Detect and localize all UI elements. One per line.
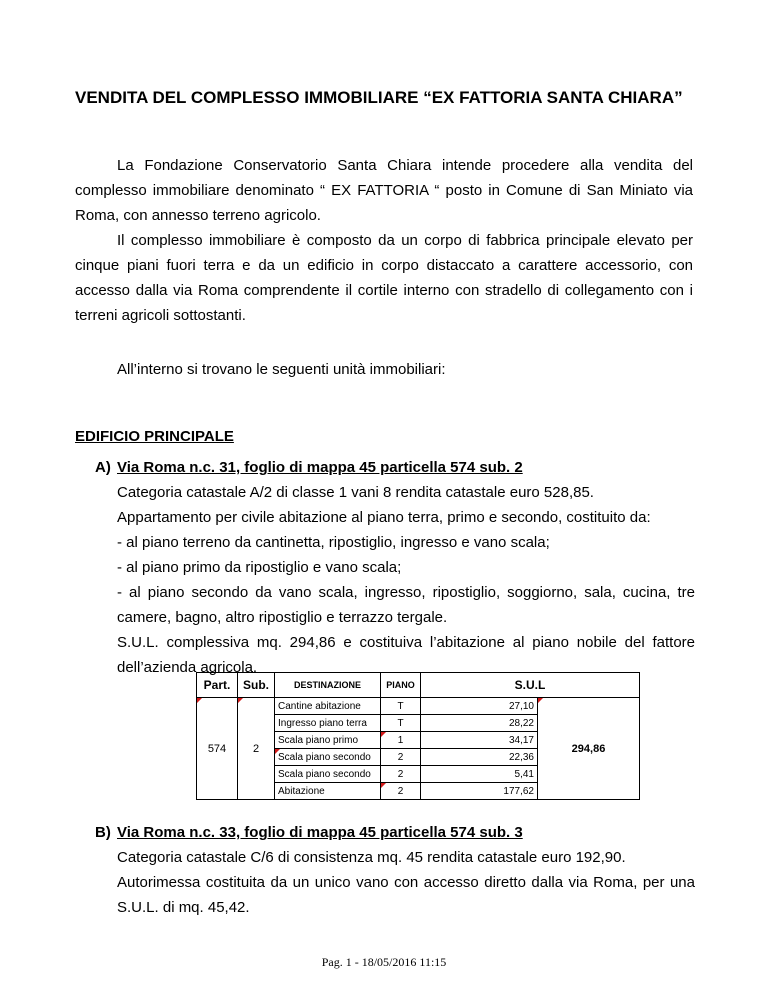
section-heading: EDIFICIO PRINCIPALE [75, 428, 234, 445]
header-sub: Sub. [238, 673, 275, 698]
item-b [95, 820, 695, 920]
sul-table [196, 672, 640, 800]
cell-dest: Ingresso piano terra [275, 715, 381, 732]
item-a-line-3: - al piano terreno da cantinetta, ripostiglio, ingresso e vano scala; [117, 534, 550, 551]
cell-piano: 2 [381, 783, 421, 800]
cell-sul: 22,36 [421, 749, 538, 766]
cell-piano: 2 [381, 766, 421, 783]
item-a-line-4: - al piano primo da ripostiglio e vano scala; [117, 559, 402, 576]
cell-part: 574 [197, 698, 238, 800]
cell-dest: Cantine abitazione [275, 698, 381, 715]
item-b-line-2: Autorimessa costituita da un unico vano con accesso diretto dalla via Roma, per una S.U.L. di mq. 45,42. [117, 874, 695, 916]
cell-piano: 2 [381, 749, 421, 766]
item-b-letter: B) [95, 824, 111, 841]
cell-dest: Scala piano secondo [275, 766, 381, 783]
cell-dest: Scala piano primo [275, 732, 381, 749]
header-sul: S.U.L [421, 673, 640, 698]
cell-dest: Abitazione [275, 783, 381, 800]
cell-piano: T [381, 698, 421, 715]
cell-sub: 2 [238, 698, 275, 800]
header-destinazione: DESTINAZIONE [275, 673, 381, 698]
item-a-line-5: - al piano secondo da vano scala, ingresso, ripostiglio, soggiorno, sala, cucina, tre camere, bagno, altro ripostiglio e terrazzo tergale. [117, 584, 695, 626]
cell-dest: Scala piano secondo [275, 749, 381, 766]
header-part: Part. [197, 673, 238, 698]
cell-piano: T [381, 715, 421, 732]
cell-piano: 1 [381, 732, 421, 749]
item-a-line-2: Appartamento per civile abitazione al piano terra, primo e secondo, costituito da: [117, 509, 651, 526]
cell-total: 294,86 [538, 698, 640, 800]
item-a-letter: A) [95, 459, 111, 476]
item-a-title: Via Roma n.c. 31, foglio di mappa 45 particella 574 sub. 2 [117, 459, 523, 476]
item-b-line-1: Categoria catastale C/6 di consistenza mq. 45 rendita catastale euro 192,90. [117, 849, 626, 866]
page-footer: Pag. 1 - 18/05/2016 11:15 [321, 955, 447, 969]
cell-sul: 177,62 [421, 783, 538, 800]
intro-paragraph-2: Il complesso immobiliare è composto da un corpo di fabbrica principale elevato per cinque piani fuori terra e da un edificio in corpo distaccato a carattere accessorio, con accesso dalla via Roma comprendente il cortile interno con stradello di collegamento con i terreni agricoli sottostanti. [75, 232, 693, 324]
intro-paragraph-3: All’interno si trovano le seguenti unità immobiliari: [117, 361, 446, 378]
cell-sul: 5,41 [421, 766, 538, 783]
item-a-line-1: Categoria catastale A/2 di classe 1 vani 8 rendita catastale euro 528,85. [117, 484, 594, 501]
document-title: VENDITA DEL COMPLESSO IMMOBILIARE “EX FATTORIA SANTA CHIARA” [75, 88, 683, 107]
table-row [197, 698, 640, 715]
cell-sul: 27,10 [421, 698, 538, 715]
cell-sul: 34,17 [421, 732, 538, 749]
item-b-title: Via Roma n.c. 33, foglio di mappa 45 particella 574 sub. 3 [117, 824, 523, 841]
intro-paragraph-1: La Fondazione Conservatorio Santa Chiara intende procedere alla vendita del complesso immobiliare denominato “ EX FATTORIA “ posto in Comune di San Miniato via Roma, con annesso terreno agricolo. [75, 157, 693, 224]
item-a-line-6: S.U.L. complessiva mq. 294,86 e costituiva l’abitazione al piano nobile del fattore dell’azienda agricola. [117, 634, 695, 676]
header-piano: PIANO [381, 673, 421, 698]
item-a [95, 455, 695, 680]
cell-sul: 28,22 [421, 715, 538, 732]
